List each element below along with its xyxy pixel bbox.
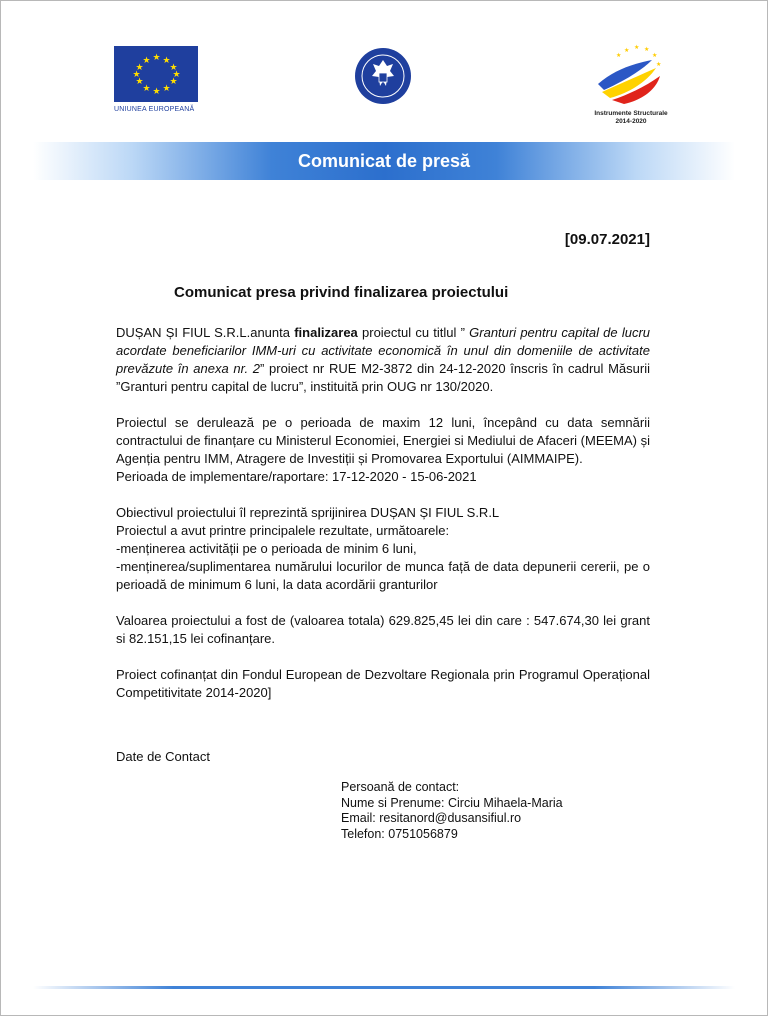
project-value: Valoarea proiectului a fost de (valoarea totala) 629.825,45 lei din care : 547.674,30 lei grant si 82.151,15 lei cofinanțare. [116,613,650,646]
implementation-period: Perioada de implementare/raportare: 17-12-2020 - 15-06-2021 [116,469,477,484]
contact-email: Email: resitanord@dusansifiul.ro [341,811,522,825]
is-caption-line2: 2014-2020 [615,118,647,125]
footer-divider [33,986,735,989]
press-release-banner [33,142,735,180]
p1-text-e: ” proiect nr RUE M2-3872 din 24-12-2020 înscris în cadrul Măsurii ”Granturi pentru capital de lucru”, instituită prin OUG nr 130/2020. [116,361,650,394]
svg-text:★: ★ [624,47,630,54]
svg-text:★: ★ [656,61,662,68]
instrumente-structurale-icon [586,40,676,110]
government-seal-logo [353,46,413,106]
p1-italic-title: Granturi pentru capital de lucru acordate beneficiarilor IMM-uri cu activitate economică în unul din domeniile de activitate prevăzute în anexa nr. 2 [116,325,651,376]
contact-heading: Persoană de contact: [341,780,460,794]
contact-phone: Telefon: 0751056879 [341,826,458,841]
results-intro: Proiectul a avut printre principalele rezultate, următoarele: [116,523,450,538]
p1-text-c: proiectul cu titlul ” [357,325,470,340]
eu-caption: UNIUNEA EUROPEANĂ [114,106,195,113]
result-item-1: -menținerea activității pe o perioada de minim 6 luni, [116,541,417,556]
result-item-2: -menținerea/suplimentarea numărului locurilor de munca față de data depunerii cererii, pe o perioadă de minimum 6 luni, la data acordării granturilor [116,559,650,592]
document-title: Comunicat presa privind finalizarea proiectului [174,284,509,301]
svg-text:★: ★ [634,44,640,51]
government-seal-icon [353,46,413,106]
banner-title: Comunicat de presă [297,151,471,171]
contact-block [341,780,563,842]
cofinancing-note: Proiect cofinanțat din Fondul European de Dezvoltare Regionala prin Programul Operațional Competitivitate 2014-2020] [116,667,650,700]
objective-line: Obiectivul proiectului îl reprezintă sprijinirea DUȘAN ȘI FIUL S.R.L [116,505,500,520]
paragraph-1 [116,324,650,396]
document-body [116,324,650,702]
release-date: [09.07.2021] [564,231,650,248]
eu-logo [114,46,200,116]
p1-bold: finalizarea [294,325,358,340]
svg-text:★: ★ [616,52,622,59]
svg-text:★: ★ [652,52,658,59]
instrumente-structurale-caption [586,110,676,126]
svg-text:★: ★ [644,46,650,53]
p1-text-a: DUȘAN ȘI FIUL S.R.L.anunta [116,325,295,340]
paragraph-2: Proiectul se derulează pe o perioada de maxim 12 luni, începând cu data semnării contractului de finanțare cu Ministerul Economiei, Energiei si Mediului de Afaceri (MEEMA) și Agenția pentru IMM, Atragere de Investiții și Promovarea Exportului (AIMMAIPE). [116,415,650,466]
contact-name: Nume si Prenume: Circiu Mihaela-Maria [341,795,563,810]
eu-flag-icon: ★ ★ ★ ★ ★ ★ ★ ★ ★ ★ ★ ★ [114,46,198,102]
instrumente-structurale-logo [586,40,676,140]
is-caption-line1: Instrumente Structurale [594,110,668,117]
contact-section-label: Date de Contact [116,749,210,764]
